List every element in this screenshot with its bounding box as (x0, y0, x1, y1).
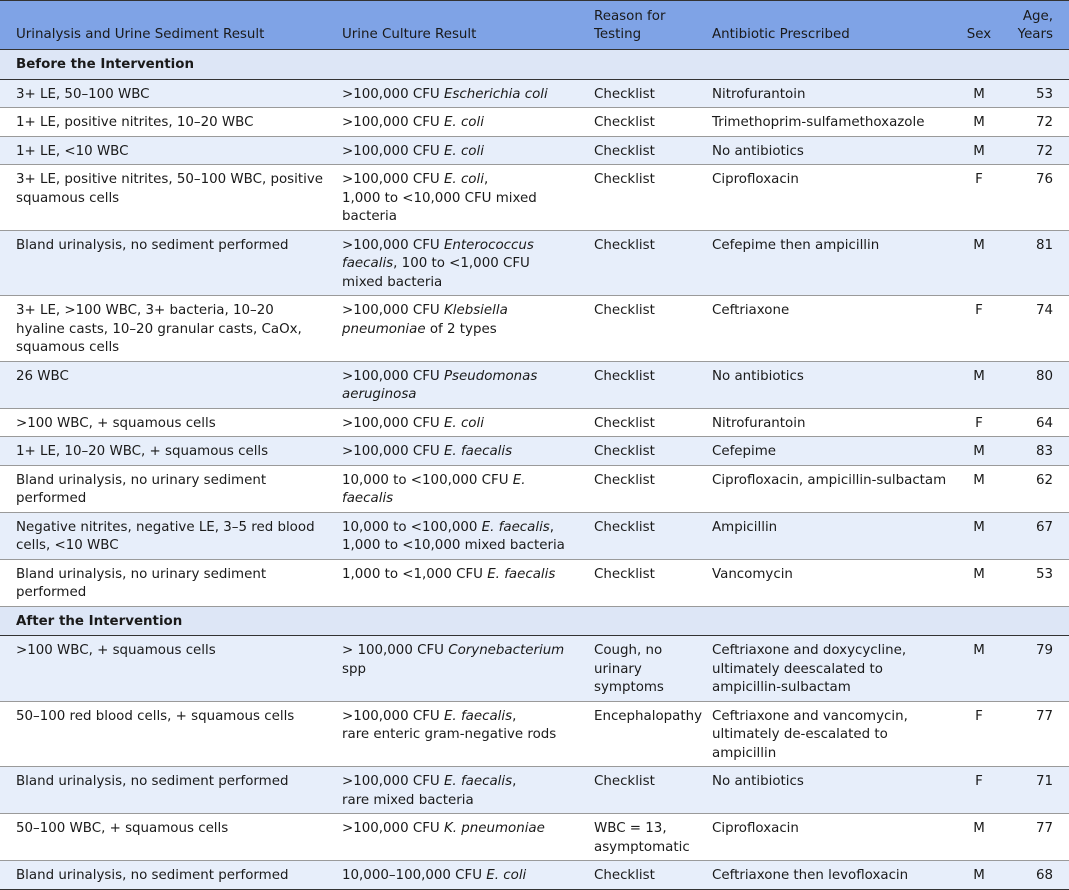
reason-cell: Cough, no urinary symptoms (580, 636, 698, 702)
antibiotic-cell: No antibiotics (698, 767, 960, 814)
age-cell: 83 (998, 437, 1069, 466)
culture-cell: >100,000 CFU Enterococcus faecalis, 100 to <1,000 CFU mixed bacteria (332, 230, 580, 296)
age-cell: 80 (998, 361, 1069, 408)
sex-cell: M (960, 512, 998, 559)
organism-name: Pseudomonas aeruginosa (342, 368, 538, 402)
table-row (0, 767, 1069, 814)
urinalysis-cell: Bland urinalysis, no urinary sediment performed (0, 465, 332, 512)
organism-name: E. faecalis (443, 708, 513, 724)
organism-name: E. coli (443, 172, 484, 187)
age-cell: 74 (998, 296, 1069, 362)
antibiotic-cell: Ceftriaxone (698, 296, 960, 362)
antibiotic-cell: Cefepime (698, 437, 960, 466)
section-header (0, 606, 1069, 636)
table-row (0, 408, 1069, 437)
sex-cell: F (960, 767, 998, 814)
table-row (0, 165, 1069, 231)
organism-name: E. coli (486, 868, 527, 883)
reason-cell: Checklist (580, 767, 698, 814)
culture-cell: >100,000 CFU Escherichia coli (332, 79, 580, 108)
urinalysis-cell: 3+ LE, positive nitrites, 50–100 WBC, positive squamous cells (0, 165, 332, 231)
header-culture: Urine Culture Result (332, 1, 580, 50)
culture-cell: >100,000 CFU E. faecalis, rare enteric gram-negative rods (332, 701, 580, 767)
reason-cell: Checklist (580, 465, 698, 512)
age-cell: 77 (998, 701, 1069, 767)
age-cell: 72 (998, 108, 1069, 137)
sex-cell: M (960, 559, 998, 606)
culture-cell: 1,000 to <1,000 CFU E. faecalis (332, 559, 580, 606)
culture-cell: >100,000 CFU E. coli (332, 408, 580, 437)
culture-cell: >100,000 CFU K. pneumoniae (332, 814, 580, 861)
age-cell: 62 (998, 465, 1069, 512)
antibiotic-cell: Ciprofloxacin (698, 814, 960, 861)
urinalysis-cell: 3+ LE, 50–100 WBC (0, 79, 332, 108)
sex-cell: M (960, 136, 998, 165)
reason-cell: Checklist (580, 108, 698, 137)
reason-cell: Checklist (580, 230, 698, 296)
culture-cell: >100,000 CFU E. faecalis (332, 437, 580, 466)
table-row (0, 559, 1069, 606)
urinalysis-cell: >100 WBC, + squamous cells (0, 636, 332, 702)
age-cell: 64 (998, 408, 1069, 437)
table-row (0, 465, 1069, 512)
organism-name: Enterococcus faecalis (342, 237, 534, 271)
organism-name: Corynebacterium (448, 643, 565, 658)
age-cell: 77 (998, 814, 1069, 861)
age-cell: 53 (998, 559, 1069, 606)
antibiotic-cell: Vancomycin (698, 559, 960, 606)
reason-cell: Checklist (580, 559, 698, 606)
age-cell: 81 (998, 230, 1069, 296)
antibiotic-cell: No antibiotics (698, 361, 960, 408)
culture-cell: >100,000 CFU E. coli, 1,000 to <10,000 CFU mixed bacteria (332, 165, 580, 231)
reason-cell: Encephalopathy (580, 701, 698, 767)
table-row (0, 701, 1069, 767)
urinalysis-cell: 3+ LE, >100 WBC, 3+ bacteria, 10–20 hyaline casts, 10–20 granular casts, CaOx, squamous cells (0, 296, 332, 362)
sex-cell: M (960, 230, 998, 296)
organism-name: E. faecalis (487, 566, 556, 582)
urinalysis-cell: 26 WBC (0, 361, 332, 408)
culture-cell: >100,000 CFU Klebsiella pneumoniae of 2 types (332, 296, 580, 362)
organism-name: E. faecalis (342, 472, 526, 506)
urinalysis-cell: Bland urinalysis, no sediment performed (0, 767, 332, 814)
antibiotic-cell: Cefepime then ampicillin (698, 230, 960, 296)
reason-cell: Checklist (580, 437, 698, 466)
sex-cell: F (960, 296, 998, 362)
sex-cell: M (960, 437, 998, 466)
sex-cell: M (960, 465, 998, 512)
sex-cell: M (960, 361, 998, 408)
culture-cell: > 100,000 CFU Corynebacterium spp (332, 636, 580, 702)
urinalysis-cell: Bland urinalysis, no sediment performed (0, 230, 332, 296)
age-cell: 76 (998, 165, 1069, 231)
reason-cell: Checklist (580, 861, 698, 890)
sex-cell: M (960, 108, 998, 137)
organism-name: K. pneumoniae (443, 821, 545, 836)
table-row (0, 861, 1069, 890)
reason-cell: Checklist (580, 361, 698, 408)
age-cell: 71 (998, 767, 1069, 814)
reason-cell: Checklist (580, 512, 698, 559)
organism-name: E. faecalis (481, 519, 550, 535)
antibiotic-cell: Nitrofurantoin (698, 408, 960, 437)
table-header-row (0, 1, 1069, 50)
urinalysis-cell: Bland urinalysis, no urinary sediment performed (0, 559, 332, 606)
table-row (0, 437, 1069, 466)
age-cell: 79 (998, 636, 1069, 702)
reason-cell: Checklist (580, 136, 698, 165)
table-row (0, 108, 1069, 137)
section-title: After the Intervention (0, 606, 1069, 636)
sex-cell: F (960, 165, 998, 231)
table-row (0, 512, 1069, 559)
antibiotic-cell: Ciprofloxacin, ampicillin-sulbactam (698, 465, 960, 512)
urinalysis-cell: 50–100 red blood cells, + squamous cells (0, 701, 332, 767)
culture-cell: >100,000 CFU E. coli (332, 136, 580, 165)
age-cell: 53 (998, 79, 1069, 108)
urinalysis-cell: Negative nitrites, negative LE, 3–5 red blood cells, <10 WBC (0, 512, 332, 559)
organism-name: E. coli (443, 143, 484, 159)
urinalysis-cell: 1+ LE, 10–20 WBC, + squamous cells (0, 437, 332, 466)
reason-cell: Checklist (580, 79, 698, 108)
section-header (0, 50, 1069, 80)
header-antibiotic: Antibiotic Prescribed (698, 1, 960, 50)
antibiotic-cell: Ampicillin (698, 512, 960, 559)
reason-cell: Checklist (580, 296, 698, 362)
age-cell: 72 (998, 136, 1069, 165)
urinalysis-cell: Bland urinalysis, no sediment performed (0, 861, 332, 890)
header-reason: Reason for Testing (580, 1, 698, 50)
reason-cell: WBC = 13, asymptomatic (580, 814, 698, 861)
sex-cell: M (960, 79, 998, 108)
organism-name: Escherichia coli (443, 86, 548, 102)
urinalysis-cell: 50–100 WBC, + squamous cells (0, 814, 332, 861)
organism-name: E. faecalis (443, 444, 513, 459)
table-row (0, 136, 1069, 165)
culture-cell: 10,000–100,000 CFU E. coli (332, 861, 580, 890)
culture-cell: >100,000 CFU E. coli (332, 108, 580, 137)
age-cell: 68 (998, 861, 1069, 890)
antibiotic-cell: Ceftriaxone and vancomycin, ultimately de-escalated to ampicillin (698, 701, 960, 767)
culture-cell: >100,000 CFU E. faecalis, rare mixed bacteria (332, 767, 580, 814)
antibiotic-cell: Ciprofloxacin (698, 165, 960, 231)
reason-cell: Checklist (580, 165, 698, 231)
organism-name: E. faecalis (443, 774, 513, 789)
sex-cell: F (960, 701, 998, 767)
urinalysis-cell: 1+ LE, positive nitrites, 10–20 WBC (0, 108, 332, 137)
organism-name: E. coli (443, 115, 484, 130)
table-row (0, 230, 1069, 296)
culture-cell: 10,000 to <100,000 CFU E. faecalis (332, 465, 580, 512)
sex-cell: M (960, 814, 998, 861)
antibiotic-cell: Ceftriaxone and doxycycline, ultimately deescalated to ampicillin-sulbactam (698, 636, 960, 702)
sex-cell: M (960, 861, 998, 890)
table-row (0, 296, 1069, 362)
header-age: Age, Years (998, 1, 1069, 50)
age-cell: 67 (998, 512, 1069, 559)
sex-cell: F (960, 408, 998, 437)
sex-cell: M (960, 636, 998, 702)
antibiotic-cell: No antibiotics (698, 136, 960, 165)
table-row (0, 361, 1069, 408)
urinalysis-cell: >100 WBC, + squamous cells (0, 408, 332, 437)
antibiotic-cell: Ceftriaxone then levofloxacin (698, 861, 960, 890)
antibiotic-cell: Trimethoprim-sulfamethoxazole (698, 108, 960, 137)
organism-name: E. coli (443, 415, 484, 431)
antibiotic-cell: Nitrofurantoin (698, 79, 960, 108)
urinalysis-cell: 1+ LE, <10 WBC (0, 136, 332, 165)
organism-name: Klebsiella pneumoniae (342, 303, 508, 337)
section-title: Before the Intervention (0, 50, 1069, 80)
culture-cell: >100,000 CFU Pseudomonas aeruginosa (332, 361, 580, 408)
reason-cell: Checklist (580, 408, 698, 437)
table-row (0, 814, 1069, 861)
table-row (0, 636, 1069, 702)
culture-cell: 10,000 to <100,000 E. faecalis, 1,000 to <10,000 mixed bacteria (332, 512, 580, 559)
header-sex: Sex (960, 1, 998, 50)
header-urinalysis: Urinalysis and Urine Sediment Result (0, 1, 332, 50)
table-body (0, 50, 1069, 890)
table-row (0, 79, 1069, 108)
